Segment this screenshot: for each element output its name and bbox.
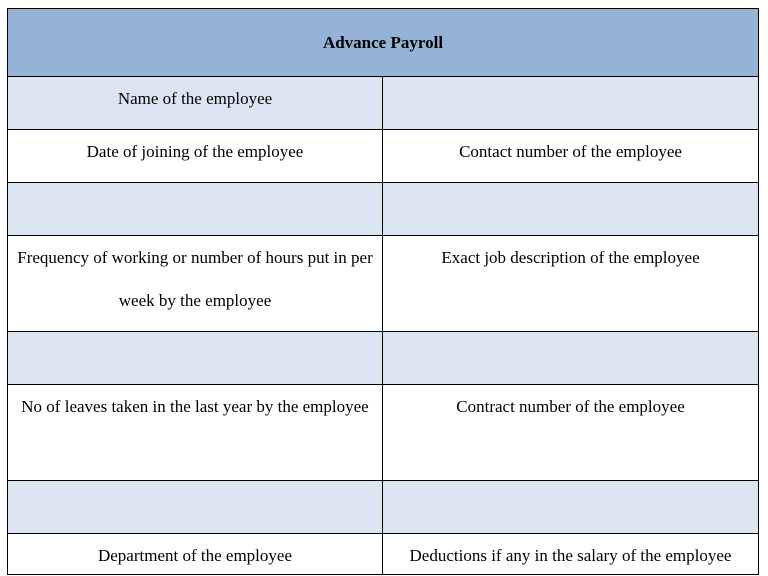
field-label-cell [8,385,383,481]
field-label-cell [383,385,759,481]
table-row [8,481,759,534]
field-label-cell [383,130,759,183]
field-label: Contract number of the employee [456,397,685,416]
table-row [8,385,759,481]
field-label-cell [8,130,383,183]
table-row [8,77,759,130]
field-value-cell[interactable] [8,332,383,385]
field-value-cell[interactable] [383,183,759,236]
field-label: Name of the employee [117,89,273,108]
table-row [8,534,759,575]
field-label [383,77,758,88]
field-label: Contact number of the employee [459,142,682,161]
field-label: Deductions if any in the salary of the employee [409,546,732,565]
field-label: No of leaves taken in the last year by the employee [21,397,369,416]
field-value-cell[interactable] [383,77,759,130]
title-row [8,9,759,77]
field-label-cell [383,236,759,332]
field-label: Department of the employee [97,546,292,565]
field-value [383,332,758,343]
field-label: Frequency of working or number of hours put in per week by the employee [17,248,373,310]
field-label: Exact job description of the employee [441,248,700,267]
field-value [383,481,758,492]
table-row [8,183,759,236]
table-row [8,236,759,332]
field-label-cell [8,236,383,332]
advance-payroll-form [7,8,759,575]
field-value [8,481,382,492]
field-value-cell[interactable] [8,481,383,534]
field-label-cell [383,534,759,575]
field-value [8,332,382,343]
field-label-cell [8,534,383,575]
field-value [8,183,382,194]
field-label: Date of joining of the employee [86,142,304,161]
field-value-cell[interactable] [8,183,383,236]
form-title: Advance Payroll [8,9,759,77]
table-row [8,130,759,183]
field-value [383,183,758,194]
table-row [8,332,759,385]
field-value-cell[interactable] [383,481,759,534]
field-label-cell [8,77,383,130]
field-value-cell[interactable] [383,332,759,385]
